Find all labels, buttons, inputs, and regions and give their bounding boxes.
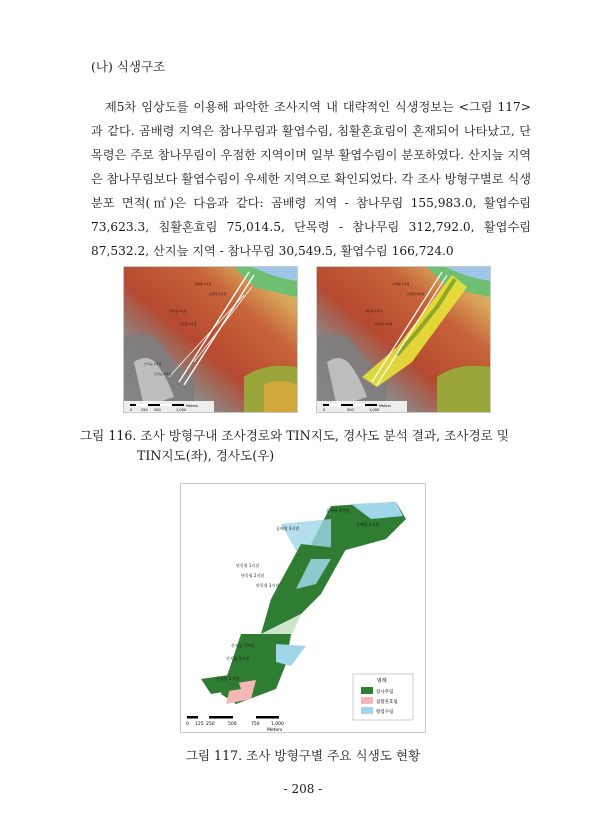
legend-label: 활엽수림 xyxy=(376,710,394,715)
legend-swatch-broadleaf xyxy=(361,707,373,714)
slope-map-figure xyxy=(316,266,491,413)
scale-unit: Meters xyxy=(267,728,283,732)
svg-text:단목령 1지점: 단목령 1지점 xyxy=(365,309,383,313)
svg-text:단목령 3지점: 단목령 3지점 xyxy=(256,583,280,588)
svg-text:단목령 1지점: 단목령 1지점 xyxy=(169,309,187,313)
section-heading: (나) 식생구조 xyxy=(91,59,166,74)
scale-tick: 250 xyxy=(206,722,215,727)
caption-line-1: 그림 116. 조사 방형구내 조사경로와 TIN지도, 경사도 분석 결과, 조사경로 및 xyxy=(80,428,509,443)
svg-text:단목령 2지점: 단목령 2지점 xyxy=(241,573,265,578)
scale-tick: 750 xyxy=(251,722,260,727)
svg-text:산지늪 2지점: 산지늪 2지점 xyxy=(154,372,172,376)
legend-swatch-mixed xyxy=(361,697,373,704)
slope-map-image xyxy=(317,267,490,412)
legend-title: 범례 xyxy=(377,678,387,684)
scale-tick: 500 xyxy=(154,408,161,412)
caption-line-2: TIN지도(좌), 경사도(우) xyxy=(137,448,275,463)
legend-label: 침활혼효림 xyxy=(376,700,398,705)
svg-text:단목령 2지점: 단목령 2지점 xyxy=(179,322,197,326)
legend-swatch-oak xyxy=(361,687,373,694)
svg-text:단목령 1지점: 단목령 1지점 xyxy=(236,563,260,568)
scale-tick: 1,000 xyxy=(176,408,187,412)
scale-tick: 500 xyxy=(347,408,354,412)
svg-text:곰배령 3지점: 곰배령 3지점 xyxy=(276,526,300,531)
page-number: - 208 - xyxy=(283,782,323,796)
svg-text:곰배령 2지점: 곰배령 2지점 xyxy=(356,522,380,527)
body-paragraph xyxy=(91,95,531,263)
figure-117-caption: 그림 117. 조사 방형구별 주요 식생도 현황 xyxy=(185,748,421,763)
scale-tick: 1,000 xyxy=(369,408,380,412)
scale-tick: 0 xyxy=(323,408,326,412)
vegetation-map-figure xyxy=(180,483,426,733)
svg-text:산지늪 1지점: 산지늪 1지점 xyxy=(231,643,255,648)
vegetation-map-image xyxy=(181,484,425,732)
scale-unit: Meters xyxy=(379,404,391,408)
tin-map-figure xyxy=(123,266,298,413)
tin-map-image xyxy=(124,267,297,412)
svg-text:곰배령 2지점: 곰배령 2지점 xyxy=(209,292,227,296)
svg-text:산지늪 2지점: 산지늪 2지점 xyxy=(226,656,250,661)
svg-text:곰배령 1지점: 곰배령 1지점 xyxy=(326,508,350,513)
scale-tick: 1,000 xyxy=(271,722,284,727)
svg-text:산지늪 1지점: 산지늪 1지점 xyxy=(144,362,162,366)
scale-tick: 0 xyxy=(186,722,189,727)
svg-text:곰배령 2지점: 곰배령 2지점 xyxy=(407,292,425,296)
svg-text:곰배령 1지점: 곰배령 1지점 xyxy=(194,282,212,286)
scale-tick: 125 xyxy=(195,722,204,727)
scale-tick: 0 xyxy=(130,408,133,412)
svg-text:단목령 2지점: 단목령 2지점 xyxy=(375,322,393,326)
scale-tick: 250 xyxy=(141,408,148,412)
svg-text:곰배령 1지점: 곰배령 1지점 xyxy=(392,282,410,286)
scale-unit: Meters xyxy=(186,404,198,408)
paragraph-text: 제5차 임상도를 이용해 파악한 조사지역 내 대략적인 식생정보는 <그림 117>과 같다. 곰배령 지역은 참나무림과 활엽수림, 침활혼효림이 혼재되어 나타났고, 단목령은 주로 참나무림이 우점한 지역이며 일부 활엽수림이 분포하였다. 산지늪 지역은 참나무림보다 활엽수림이 우세한 지역으로 확인되었다. 각 조사 방형구별로 식생분포 면적(㎡)은 다음과 같다: 곰배령 지역 - 참나무림 155,983.0, 활엽수림 73,623.3, 침활혼효림 75,014.5, 단목령 - 참나무림 312,792.0, 활엽수림 87,532.2, 산지늪 지역 - 참나무림 30,549.5, 활엽수림 166,724.0 xyxy=(91,100,531,258)
legend-label: 참나무림 xyxy=(376,690,394,695)
scale-tick: 500 xyxy=(228,722,237,727)
figure-116-caption xyxy=(80,426,540,466)
svg-text:산지늪 3지점: 산지늪 3지점 xyxy=(216,676,240,681)
